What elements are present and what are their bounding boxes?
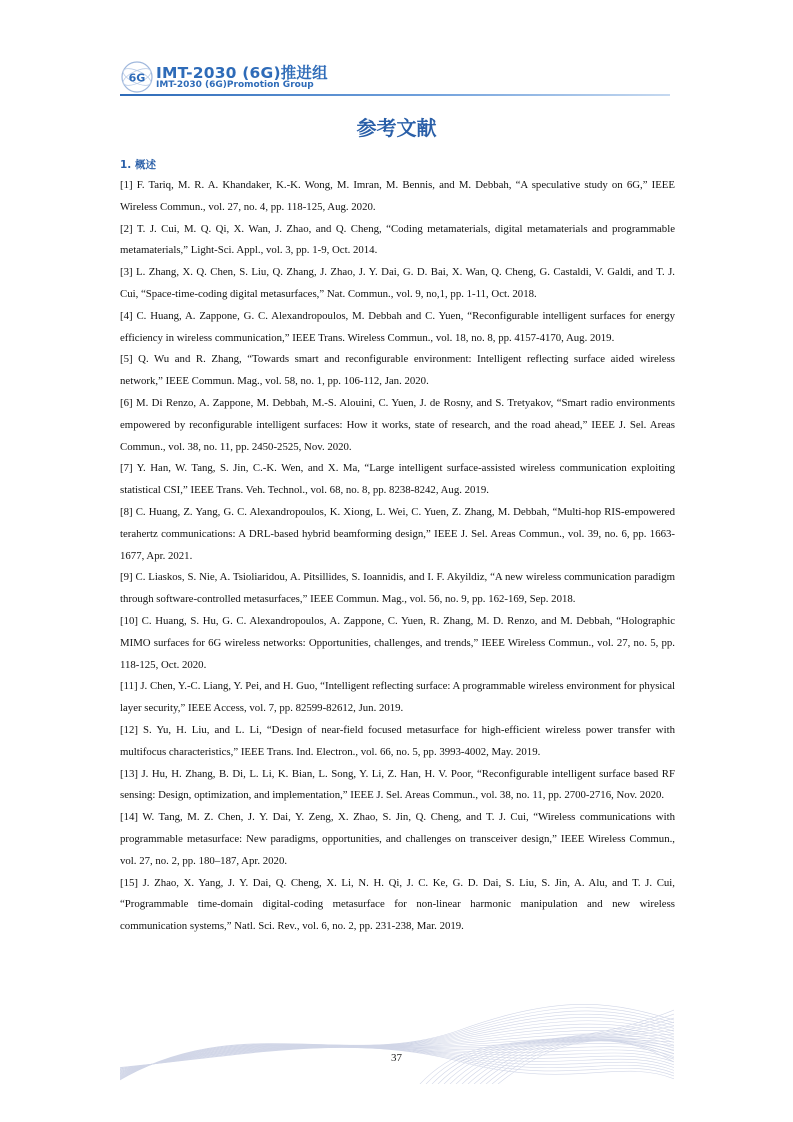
decorative-wave-pattern [120, 1000, 674, 1084]
wave-line [426, 1014, 674, 1084]
reference-list [120, 175, 675, 938]
header-rule [120, 94, 670, 96]
reference-item: [4] C. Huang, A. Zappone, G. C. Alexandropoulos, M. Debbah and C. Yuen, “Reconfigurable intelligent surfaces for energy efficiency in wireless communication,” IEEE Trans. Wireless Commun., vol. 18, no. 8, pp. 4157-4170, Aug. 2019. [120, 309, 675, 344]
reference-item: [5] Q. Wu and R. Zhang, “Towards smart and reconfigurable environment: Intelligent reflecting surface aided wireless network,” IEEE Commun. Mag., vol. 58, no. 1, pp. 106-112, Jan. 2020. [120, 353, 675, 388]
reference-item: [2] T. J. Cui, M. Q. Qi, X. Wan, J. Zhao, and Q. Cheng, “Coding metamaterials, digital metamaterials and programmable metamaterials,” Light-Sci. Appl., vol. 3, pp. 1-9, Oct. 2014. [120, 222, 675, 257]
reference-item: [14] W. Tang, M. Z. Chen, J. Y. Dai, Y. Zeng, X. Zhao, S. Jin, Q. Cheng, and T. J. Cui, “Wireless communications with programmable metasurface: New paradigms, opportunities, and challenges on transceiver design,” IEEE Wireless Commun., vol. 27, no. 2, pp. 180–187, Apr. 2020. [120, 811, 675, 867]
reference-item: [12] S. Yu, H. Liu, and L. Li, “Design of near-field focused metasurface for high-efficient wireless power transfer with multifocus characteristics,” IEEE Trans. Ind. Electron., vol. 66, no. 5, pp. 3993-4002, May. 2019. [120, 723, 675, 758]
reference-item: [6] M. Di Renzo, A. Zappone, M. Debbah, M.-S. Alouini, C. Yuen, J. de Rosny, and S. Tretyakov, “Smart radio environments empowered by reconfigurable intelligent surfaces: How it works, state of research, and the road ahead,” IEEE J. Sel. Areas Commun., vol. 38, no. 11, pp. 2450-2525, Nov. 2020. [120, 396, 675, 453]
reference-item: [10] C. Huang, S. Hu, G. C. Alexandropoulos, A. Zappone, C. Yuen, R. Zhang, M. D. Renzo, and M. Debbah, “Holographic MIMO surfaces for 6G wireless networks: Opportunities, challenges, and trends,” IEEE Wireless Commun., vol. 27, no. 5, pp. 118-125, Oct. 2020. [120, 614, 675, 671]
wave-line [120, 1004, 674, 1080]
org-title-cn: IMT-2030 (6G)推进组 [156, 64, 328, 82]
imt2030-logo-icon [120, 60, 154, 94]
reference-item: [13] J. Hu, H. Zhang, B. Di, L. Li, K. Bian, L. Song, Y. Li, Z. Han, H. V. Poor, “Reconfigurable intelligent surface based RF sensing: Design, optimization, and implementation,” IEEE J. Sel. Areas Commun., vol. 38, no. 11, pp. 2700-2716, Nov. 2020. [120, 767, 675, 802]
reference-item: [9] C. Liaskos, S. Nie, A. Tsioliaridou, A. Pitsillides, S. Ioannidis, and I. F. Akyildiz, “A new wireless communication paradigm through software-controlled metasurfaces,” IEEE Commun. Mag., vol. 56, no. 9, pp. 162-169, Sep. 2018. [120, 571, 675, 606]
reference-item: [11] J. Chen, Y.-C. Liang, Y. Pei, and H. Guo, “Intelligent reflecting surface: A programmable wireless environment for physical layer security,” IEEE Access, vol. 7, pp. 82599-82612, Jun. 2019. [120, 680, 675, 715]
org-title-en: IMT-2030 (6G)Promotion Group [156, 80, 314, 90]
reference-item: [3] L. Zhang, X. Q. Chen, S. Liu, Q. Zhang, J. Zhao, J. Y. Dai, G. D. Bai, X. Wan, Q. Cheng, G. Castaldi, V. Galdi, and T. J. Cui, “Space-time-coding digital metasurfaces,” Nat. Commun., vol. 9, no,1, pp. 1-11, Oct. 2018. [120, 266, 675, 300]
main-content [120, 155, 675, 938]
reference-item: [8] C. Huang, Z. Yang, G. C. Alexandropoulos, K. Xiong, L. Wei, C. Yuen, Z. Zhang, M. Debbah, “Multi-hop RIS-empowered terahertz communications: A DRL-based hybrid beamforming design,” IEEE J. Sel. Areas Commun., vol. 39, no. 6, pp. 1663-1677, Apr. 2021. [120, 505, 675, 562]
reference-item: [7] Y. Han, W. Tang, S. Jin, C.-K. Wen, and X. Ma, “Large intelligent surface-assisted wireless communication exploiting statistical CSI,” IEEE Trans. Veh. Technol., vol. 68, no. 8, pp. 8238-8242, Aug. 2019. [120, 462, 675, 497]
page-title: 参考文献 [356, 116, 437, 140]
reference-item: [15] J. Zhao, X. Yang, J. Y. Dai, Q. Cheng, X. Li, N. H. Qi, J. C. Ke, G. D. Dai, S. Liu, S. Jin, A. Alu, and T. J. Cui, “Programmable time-domain digital-coding metasurface for non-linear harmonic manipulation and new wireless communication systems,” Natl. Sci. Rev., vol. 6, no. 2, pp. 231-238, Mar. 2019. [120, 876, 675, 933]
section-heading: 1. 概述 [120, 159, 156, 171]
reference-item: [1] F. Tariq, M. R. A. Khandaker, K.-K. Wong, M. Imran, M. Bennis, and M. Debbah, “A speculative study on 6G,” IEEE Wireless Commun., vol. 27, no. 4, pp. 118-125, Aug. 2020. [120, 179, 675, 213]
logo-mark: 6G [128, 71, 146, 85]
page-number: 37 [391, 1052, 402, 1064]
page-header [120, 58, 672, 98]
